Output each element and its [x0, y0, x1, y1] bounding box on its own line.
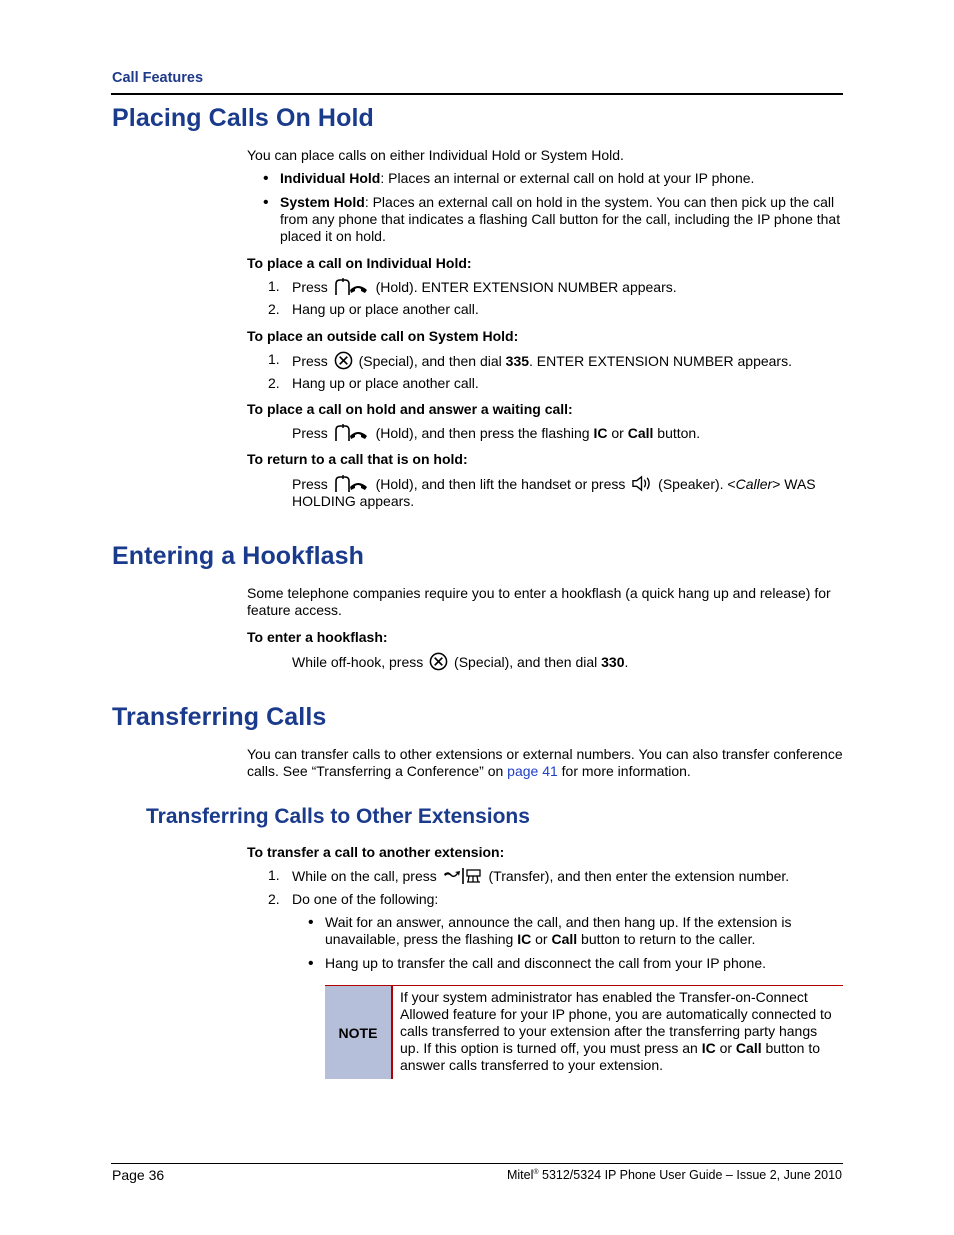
procedure-title: To enter a hookflash:	[247, 629, 388, 645]
step-number: 1.	[268, 278, 280, 294]
step-2-system-hold: Hang up or place another call.	[292, 375, 479, 391]
section-title-hold: Placing Calls On Hold	[112, 104, 374, 132]
footer-rule	[111, 1163, 843, 1164]
bullet: •	[308, 914, 314, 931]
header-rule	[111, 93, 843, 95]
section-title-transfer: Transferring Calls	[112, 703, 327, 731]
return-hold-instruction: Press (Hold), and then lift the handset or press (Speaker). <Caller> WAS HOLDING appears.	[292, 476, 816, 509]
hold-answer-instruction: Press (Hold), and then press the flashing IC or Call button.	[292, 425, 701, 441]
procedure-title: To place an outside call on System Hold:	[247, 328, 519, 344]
transfer-icon	[443, 867, 483, 885]
step-number: 2.	[268, 301, 280, 317]
step-1-system-hold: Press (Special), and then dial 335. ENTER EXTENSION NUMBER appears.	[292, 353, 792, 369]
step-number: 1.	[268, 867, 280, 883]
bullet: •	[308, 955, 314, 972]
speaker-icon	[631, 474, 652, 493]
page-number: Page 36	[112, 1167, 165, 1183]
bullet: •	[263, 170, 269, 187]
procedure-title: To transfer a call to another extension:	[247, 844, 505, 860]
subsection-title-transfer-extensions: Transferring Calls to Other Extensions	[146, 805, 530, 828]
page-41-link[interactable]: page 41	[507, 763, 558, 779]
step-number: 2.	[268, 375, 280, 391]
procedure-title: To place a call on hold and answer a waiting call:	[247, 401, 573, 417]
note-divider	[391, 986, 393, 1079]
procedure-title: To return to a call that is on hold:	[247, 451, 468, 467]
step-2-individual-hold: Hang up or place another call.	[292, 301, 479, 317]
step-number: 2.	[268, 891, 280, 907]
step-1-transfer: While on the call, press (Transfer), and then enter the extension number.	[292, 868, 790, 884]
hold-icon	[334, 424, 370, 442]
running-header: Call Features	[112, 70, 204, 86]
note-label: NOTE	[325, 986, 391, 1079]
section-title-hookflash: Entering a Hookflash	[112, 542, 365, 570]
bullet-wait-answer: Wait for an answer, announce the call, and then hang up. If the extension is unavailable, press the flashing IC or Call button to return to the caller.	[325, 914, 792, 947]
hold-intro: You can place calls on either Individual Hold or System Hold.	[247, 147, 624, 163]
special-icon	[429, 652, 448, 671]
transfer-intro: You can transfer calls to other extensions or external numbers. You can also transfer conference calls. See “Transferring a Conference” on page 41 for more information.	[247, 746, 843, 779]
special-icon	[334, 351, 353, 370]
bullet: •	[263, 194, 269, 211]
note-text: If your system administrator has enabled the Transfer-on-Connect Allowed feature for your IP phone, you are automatically connected to calls transferred to your extension after the transferring party hangs up. If this option is turned off, you must press an IC or Call button to answer calls transferred to your extension.	[400, 989, 832, 1073]
document-title: Mitel® 5312/5324 IP Phone User Guide – Issue 2, June 2010	[506, 1168, 842, 1182]
step-1-individual-hold: Press (Hold). ENTER EXTENSION NUMBER appears.	[292, 279, 677, 295]
hookflash-instruction: While off-hook, press (Special), and then dial 330.	[292, 654, 629, 670]
bullet-system-hold: System Hold: Places an external call on hold in the system. You can then pick up the call from any phone that indicates a flashing Call button for the call, including the IP phone that placed it on hold.	[280, 194, 841, 244]
note-top-rule	[325, 985, 843, 986]
hold-icon	[334, 475, 370, 493]
hold-icon	[334, 278, 370, 296]
bullet-hang-up: Hang up to transfer the call and disconnect the call from your IP phone.	[325, 955, 766, 971]
hookflash-intro: Some telephone companies require you to enter a hookflash (a quick hang up and release) for feature access.	[247, 585, 831, 618]
step-number: 1.	[268, 351, 280, 367]
procedure-title: To place a call on Individual Hold:	[247, 255, 472, 271]
step-2-transfer: Do one of the following:	[292, 891, 439, 907]
bullet-individual-hold: Individual Hold: Places an internal or external call on hold at your IP phone.	[280, 170, 755, 186]
